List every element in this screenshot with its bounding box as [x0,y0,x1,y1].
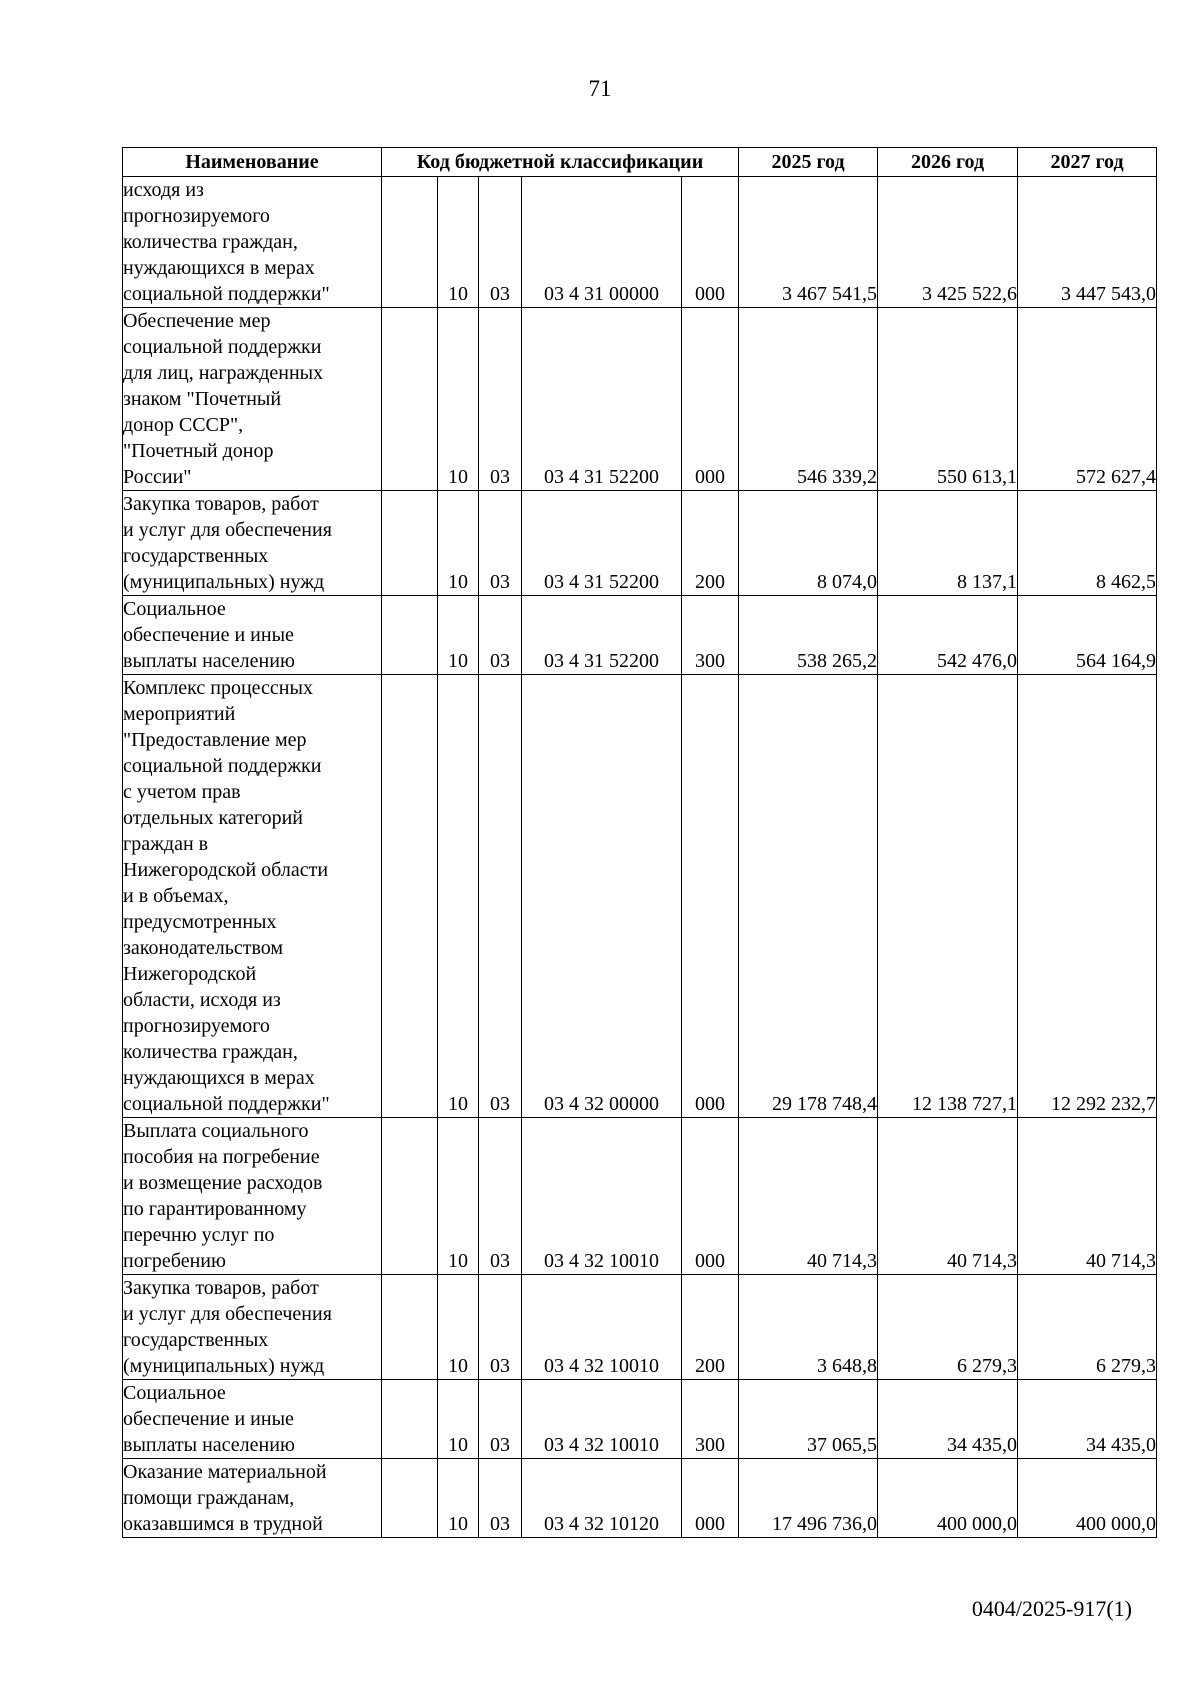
code-expense-type: 000 [682,308,739,491]
code-expense-type: 000 [682,177,739,308]
code-expense-type: 300 [682,1380,739,1459]
document-code: 0404/2025-917(1) [971,1596,1132,1621]
code-target-article: 03 4 32 00000 [522,675,682,1118]
row-name-line: государственных [123,545,269,567]
row-name [123,1459,382,1538]
table-row [123,1459,1157,1538]
row-name-line: области, исходя из [123,989,281,1011]
table-header-row [123,148,1157,177]
row-name-line: государственных [123,1329,269,1351]
code-blank [382,596,438,675]
code-section: 10 [438,1459,479,1538]
row-name-line: для лиц, награжденных [123,362,324,384]
row-name-line: и услуг для обеспечения [123,1303,332,1325]
value-2027: 8 462,5 [1018,491,1157,596]
row-name-line: прогнозируемого [123,205,270,227]
code-subsection: 03 [479,675,522,1118]
code-blank [382,308,438,491]
row-name-line: обеспечение и иные [123,624,294,646]
value-2026: 400 000,0 [878,1459,1018,1538]
row-name-line: и возмещение расходов [123,1172,323,1194]
row-name-line: и услуг для обеспечения [123,519,332,541]
code-subsection: 03 [479,177,522,308]
value-2025: 17 496 736,0 [739,1459,878,1538]
code-target-article: 03 4 31 52200 [522,596,682,675]
row-name-line: Нижегородской области [123,859,329,881]
code-target-article: 03 4 32 10120 [522,1459,682,1538]
row-name-line: Выплата социального [123,1120,309,1142]
row-name [123,491,382,596]
code-subsection: 03 [479,308,522,491]
code-blank [382,1275,438,1380]
value-2026: 12 138 727,1 [878,675,1018,1118]
code-blank [382,177,438,308]
row-name-line: мероприятий [123,703,236,725]
code-expense-type: 000 [682,1118,739,1275]
row-name-line: Социальное [123,1382,226,1404]
code-target-article: 03 4 31 52200 [522,308,682,491]
row-name-line: Социальное [123,598,226,620]
row-name [123,308,382,491]
table-row [123,675,1157,1118]
row-name-line: законодательством [123,937,284,959]
value-2027: 400 000,0 [1018,1459,1157,1538]
row-name-line: знаком "Почетный [123,388,282,410]
value-2026: 3 425 522,6 [878,177,1018,308]
code-subsection: 03 [479,1275,522,1380]
value-2025: 40 714,3 [739,1118,878,1275]
row-name-line: "Почетный донор [123,440,274,462]
code-section: 10 [438,675,479,1118]
row-name-line: (муниципальных) нужд [123,571,325,593]
value-2025: 3 648,8 [739,1275,878,1380]
code-section: 10 [438,1380,479,1459]
row-name-line: социальной поддержки [123,336,322,358]
table-body [123,177,1157,1538]
row-name-line: нуждающихся в мерах [123,1067,315,1089]
value-2025: 3 467 541,5 [739,177,878,308]
row-name-line: социальной поддержки [123,755,322,777]
code-section: 10 [438,177,479,308]
code-blank [382,1459,438,1538]
code-section: 10 [438,491,479,596]
value-2026: 542 476,0 [878,596,1018,675]
code-section: 10 [438,308,479,491]
row-name [123,177,382,308]
row-name-line: Нижегородской [123,963,257,985]
table-row [123,1275,1157,1380]
value-2025: 37 065,5 [739,1380,878,1459]
row-name [123,1380,382,1459]
value-2025: 546 339,2 [739,308,878,491]
row-name-line: оказавшимся в трудной [123,1513,323,1535]
row-name [123,1118,382,1275]
table-row [123,596,1157,675]
row-name-line: с учетом прав [123,781,241,803]
row-name-line: пособия на погребение [123,1146,320,1168]
code-expense-type: 000 [682,1459,739,1538]
row-name-line: социальной поддержки" [123,283,330,305]
code-target-article: 03 4 32 10010 [522,1275,682,1380]
row-name-line: России" [123,466,192,488]
code-expense-type: 200 [682,491,739,596]
row-name-line: Обеспечение мер [123,310,271,332]
table-row [123,1380,1157,1459]
code-target-article: 03 4 31 52200 [522,491,682,596]
budget-table [122,147,1157,1538]
row-name-line: социальной поддержки" [123,1093,330,1115]
page-number: 71 [588,76,612,101]
value-2025: 8 074,0 [739,491,878,596]
header-2025: 2025 год [739,148,878,177]
value-2026: 8 137,1 [878,491,1018,596]
code-blank [382,675,438,1118]
code-expense-type: 000 [682,675,739,1118]
row-name-line: "Предоставление мер [123,729,307,751]
code-subsection: 03 [479,491,522,596]
code-section: 10 [438,596,479,675]
row-name-line: (муниципальных) нужд [123,1355,325,1377]
code-blank [382,1118,438,1275]
code-expense-type: 200 [682,1275,739,1380]
row-name [123,1275,382,1380]
code-target-article: 03 4 32 10010 [522,1380,682,1459]
row-name [123,675,382,1118]
value-2027: 572 627,4 [1018,308,1157,491]
row-name-line: количества граждан, [123,231,298,253]
row-name-line: помощи гражданам, [123,1487,295,1509]
row-name-line: Закупка товаров, работ [123,1277,319,1299]
table-row [123,1118,1157,1275]
row-name-line: предусмотренных [123,911,277,933]
value-2027: 3 447 543,0 [1018,177,1157,308]
code-blank [382,491,438,596]
value-2026: 34 435,0 [878,1380,1018,1459]
table-row [123,491,1157,596]
value-2027: 40 714,3 [1018,1118,1157,1275]
row-name-line: выплаты населению [123,1434,295,1456]
row-name-line: граждан в [123,833,209,855]
row-name-line: Комплекс процессных [123,677,313,699]
row-name-line: и в объемах, [123,885,229,907]
row-name-line: отдельных категорий [123,807,304,829]
row-name-line: Оказание материальной [123,1461,327,1483]
row-name-line: донор СССР", [123,414,244,436]
row-name-line: количества граждан, [123,1041,298,1063]
code-blank [382,1380,438,1459]
code-subsection: 03 [479,596,522,675]
code-section: 10 [438,1118,479,1275]
value-2026: 550 613,1 [878,308,1018,491]
header-code: Код бюджетной классификации [382,148,739,177]
code-subsection: 03 [479,1380,522,1459]
value-2026: 40 714,3 [878,1118,1018,1275]
value-2027: 6 279,3 [1018,1275,1157,1380]
value-2027: 564 164,9 [1018,596,1157,675]
row-name-line: погребению [123,1250,226,1272]
value-2025: 29 178 748,4 [739,675,878,1118]
row-name-line: прогнозируемого [123,1015,270,1037]
value-2026: 6 279,3 [878,1275,1018,1380]
row-name-line: нуждающихся в мерах [123,257,315,279]
code-subsection: 03 [479,1118,522,1275]
row-name-line: исходя из [123,179,204,201]
code-section: 10 [438,1275,479,1380]
value-2025: 538 265,2 [739,596,878,675]
code-target-article: 03 4 31 00000 [522,177,682,308]
row-name-line: Закупка товаров, работ [123,493,319,515]
code-expense-type: 300 [682,596,739,675]
header-2026: 2026 год [878,148,1018,177]
code-subsection: 03 [479,1459,522,1538]
code-target-article: 03 4 32 10010 [522,1118,682,1275]
value-2027: 34 435,0 [1018,1380,1157,1459]
table-row [123,177,1157,308]
row-name-line: обеспечение и иные [123,1408,294,1430]
row-name-line: выплаты населению [123,650,295,672]
row-name [123,596,382,675]
value-2027: 12 292 232,7 [1018,675,1157,1118]
header-2027: 2027 год [1018,148,1157,177]
row-name-line: перечню услуг по [123,1224,275,1246]
header-name: Наименование [123,148,382,177]
table-row [123,308,1157,491]
row-name-line: по гарантированному [123,1198,307,1220]
